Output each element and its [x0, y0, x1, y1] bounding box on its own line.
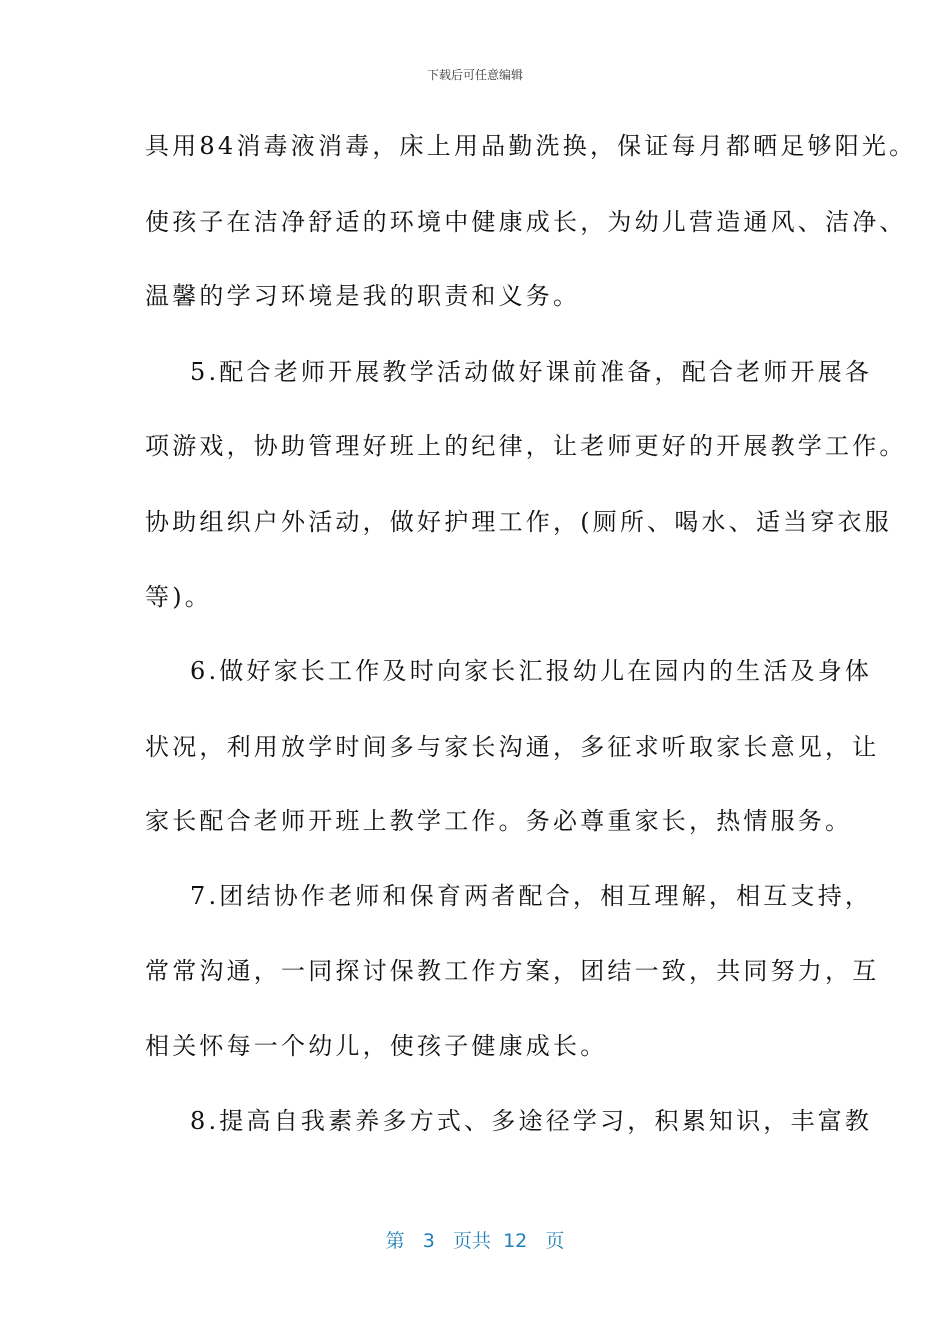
footer-total-pages: 12 — [503, 1230, 528, 1252]
text-line: 状况，利用放学时间多与家长沟通，多征求听取家长意见，让 — [145, 733, 880, 761]
text-line: 家长配合老师开班上教学工作。务必尊重家长，热情服务。 — [145, 807, 853, 835]
text-line: 项游戏，协助管理好班上的纪律，让老师更好的开展教学工作。 — [145, 432, 907, 460]
text-line: 常常沟通，一同探讨保教工作方案，团结一致，共同努力，互 — [145, 957, 880, 985]
text-line: 具用84消毒液消毒，床上用品勤洗换，保证每月都晒足够阳光。 — [145, 132, 917, 160]
header-note: 下载后可任意编辑 — [426, 68, 523, 82]
text-line: 协助组织户外活动，做好护理工作，(厕所、喝水、适当穿衣服 — [145, 508, 892, 536]
footer-middle: 页共 — [452, 1230, 491, 1252]
footer-page-number: 3 — [422, 1230, 435, 1252]
paragraph-start-5: 5.配合老师开展教学活动做好课前准备，配合老师开展各 — [190, 358, 873, 386]
text-line: 使孩子在洁净舒适的环境中健康成长，为幼儿营造通风、洁净、 — [145, 208, 907, 236]
paragraph-start-6: 6.做好家长工作及时向家长汇报幼儿在园内的生活及身体 — [190, 657, 873, 685]
paragraph-start-8: 8.提高自我素养多方式、多途径学习，积累知识，丰富教 — [190, 1107, 873, 1135]
footer-prefix: 第 — [385, 1230, 405, 1252]
footer-suffix: 页 — [545, 1230, 565, 1252]
text-line: 温馨的学习环境是我的职责和义务。 — [145, 282, 581, 310]
text-line: 等)。 — [145, 583, 212, 611]
page-footer — [0, 1226, 950, 1253]
text-line: 相关怀每一个幼儿，使孩子健康成长。 — [145, 1032, 608, 1060]
paragraph-start-7: 7.团结协作老师和保育两者配合，相互理解，相互支持， — [190, 882, 873, 910]
